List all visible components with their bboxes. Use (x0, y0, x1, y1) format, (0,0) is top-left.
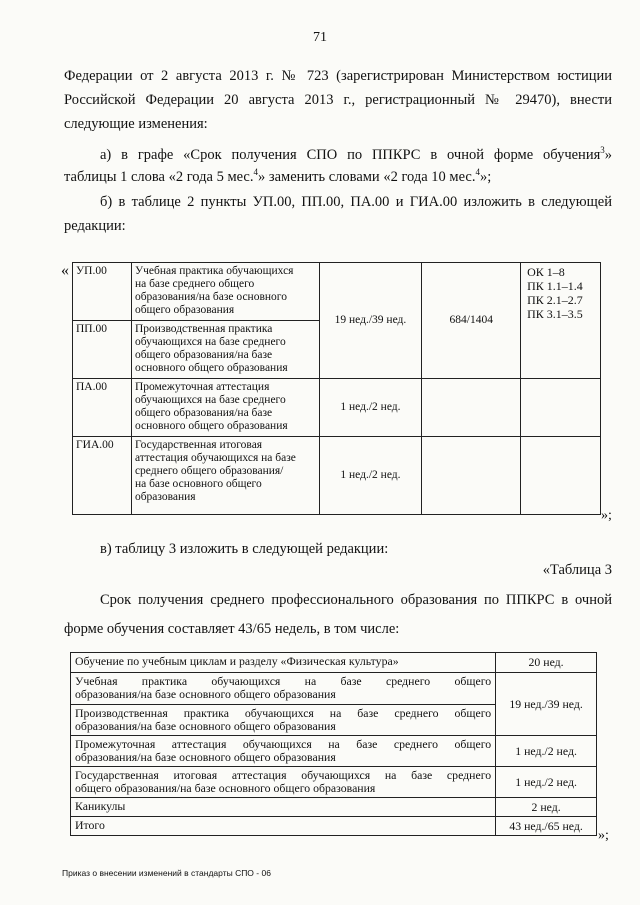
description-cell (131, 437, 319, 515)
table3-value-cell: 1 нед./2 нед. (496, 736, 597, 767)
description-cell (131, 263, 319, 321)
table3-text-cell (71, 767, 496, 798)
table3-value-cell: 43 нед./65 нед. (496, 817, 597, 836)
row-line: общего образования/на базе основного общего образования (75, 781, 376, 795)
desc-line: на базе среднего общего (134, 278, 255, 290)
weeks-cell: 1 нед./2 нед. (319, 379, 422, 437)
item-a-text-2c: »; (479, 169, 492, 185)
desc-line: аттестация обучающихся на базе (134, 452, 296, 464)
desc-line: Промежуточная аттестация (134, 381, 270, 393)
table2-close-quote: »; (601, 508, 612, 523)
table3-text-cell (71, 673, 496, 705)
table3-row (71, 798, 597, 817)
row-line: Итого (75, 818, 105, 832)
table2-open-quote: « (61, 262, 69, 279)
competencies-cell (521, 263, 601, 379)
weeks-cell: 19 нед./39 нед. (319, 263, 422, 379)
row-line: образования/на базе основного общего образования (75, 687, 336, 701)
weeks-cell: 1 нед./2 нед. (319, 437, 422, 515)
code-cell: УП.00 (73, 263, 132, 321)
code-cell: ПП.00 (73, 321, 132, 379)
hours-cell: 684/1404 (422, 263, 521, 379)
row-line: Государственная итоговая аттестация обучающихся на базе среднего (75, 768, 492, 782)
desc-line: на базе основного общего (134, 478, 262, 490)
desc-line: образования/на базе основного (134, 291, 287, 303)
item-v-text: в) таблицу 3 изложить в следующей редакции: (100, 541, 389, 557)
table-3 (70, 652, 597, 836)
footer-note: Приказ о внесении изменений в стандарты СПО - 06 (62, 868, 271, 878)
table3-text-cell (71, 705, 496, 736)
intro-line-3: следующие изменения: (64, 116, 208, 132)
table3-row (71, 767, 597, 798)
empty-cell (422, 437, 521, 515)
table3-value-cell: 1 нед./2 нед. (496, 767, 597, 798)
competency: ОК 1–8 (527, 265, 565, 279)
description-cell (131, 321, 319, 379)
table3-value-cell: 2 нед. (496, 798, 597, 817)
item-a-text-1b: » (604, 147, 612, 163)
desc-line: Производственная практика (134, 323, 273, 335)
description-cell (131, 379, 319, 437)
desc-line: Учебная практика обучающихся (134, 265, 294, 277)
footnote-ref: 3 (600, 145, 605, 156)
table3-text-cell (71, 798, 496, 817)
item-a-line-1 (100, 145, 612, 165)
competency: ПК 1.1–1.4 (527, 279, 583, 293)
desc-line: Государственная итоговая (134, 439, 263, 451)
row-line: Производственная практика обучающихся на базе среднего общего (75, 706, 492, 720)
summary-line-1: Срок получения среднего профессионального образования по ППКРС в очной (100, 592, 612, 608)
table-2 (72, 262, 601, 515)
table3-label: «Таблица 3 (542, 562, 612, 578)
item-b-line-2: редакции: (64, 218, 126, 234)
table3-value-cell: 19 нед./39 нед. (496, 673, 597, 736)
empty-cell (521, 379, 601, 437)
desc-line: основного общего образования (134, 420, 288, 432)
table3-text-cell (71, 817, 496, 836)
desc-line: общего образования/на базе (134, 349, 273, 361)
item-a-text-2: таблицы 1 слова «2 года 5 мес. (64, 169, 254, 185)
summary-line-2: форме обучения составляет 43/65 недель, в том числе: (64, 621, 400, 637)
intro-line-1: Федерации от 2 августа 2013 г. № 723 (зарегистрирован Министерством юстиции (64, 68, 612, 84)
table3-row (71, 736, 597, 767)
table3-row (71, 653, 597, 673)
table3-text-cell (71, 736, 496, 767)
desc-line: общего образования (134, 304, 235, 316)
row-line: образования/на базе основного общего образования (75, 750, 336, 764)
row-line: Учебная практика обучающихся на базе среднего общего (75, 674, 492, 688)
desc-line: обучающихся на базе среднего (134, 394, 286, 406)
row-line: Промежуточная аттестация обучающихся на базе среднего общего (75, 737, 492, 751)
empty-cell (521, 437, 601, 515)
item-a-text-2b: » заменить словами «2 года 10 мес. (258, 169, 476, 185)
page-number: 71 (313, 30, 327, 45)
table2-row-up (73, 263, 601, 321)
desc-line: общего образования/на базе (134, 407, 273, 419)
empty-cell (422, 379, 521, 437)
intro-line-2: Российской Федерации 20 августа 2013 г., регистрационный № 29470), внести (64, 92, 612, 108)
row-line: Обучение по учебным циклам и разделу «Физическая культура» (75, 654, 399, 668)
table3-value-cell: 20 нед. (496, 653, 597, 673)
footnote-ref: 4 (253, 167, 258, 178)
row-line: образования/на базе основного общего образования (75, 719, 336, 733)
code-cell: ГИА.00 (73, 437, 132, 515)
competency: ПК 3.1–3.5 (527, 307, 583, 321)
table2-row-gia (73, 437, 601, 515)
table3-close-quote: »; (598, 828, 609, 843)
desc-line: образования (134, 491, 196, 503)
table3-row (71, 673, 597, 705)
desc-line: основного общего образования (134, 362, 288, 374)
table3-text-cell (71, 653, 496, 673)
item-a-text-1: а) в графе «Срок получения СПО по ППКРС в очной форме обучения (100, 147, 601, 163)
row-line: Каникулы (75, 799, 126, 813)
footnote-ref: 4 (475, 167, 480, 178)
item-a-line-2 (64, 167, 491, 187)
table2-row-pa (73, 379, 601, 437)
code-cell: ПА.00 (73, 379, 132, 437)
table3-row (71, 817, 597, 836)
competency: ПК 2.1–2.7 (527, 293, 583, 307)
desc-line: обучающихся на базе среднего (134, 336, 286, 348)
item-b-line-1: б) в таблице 2 пункты УП.00, ПП.00, ПА.00 и ГИА.00 изложить в следующей (100, 194, 612, 210)
desc-line: среднего общего образования/ (134, 465, 284, 477)
